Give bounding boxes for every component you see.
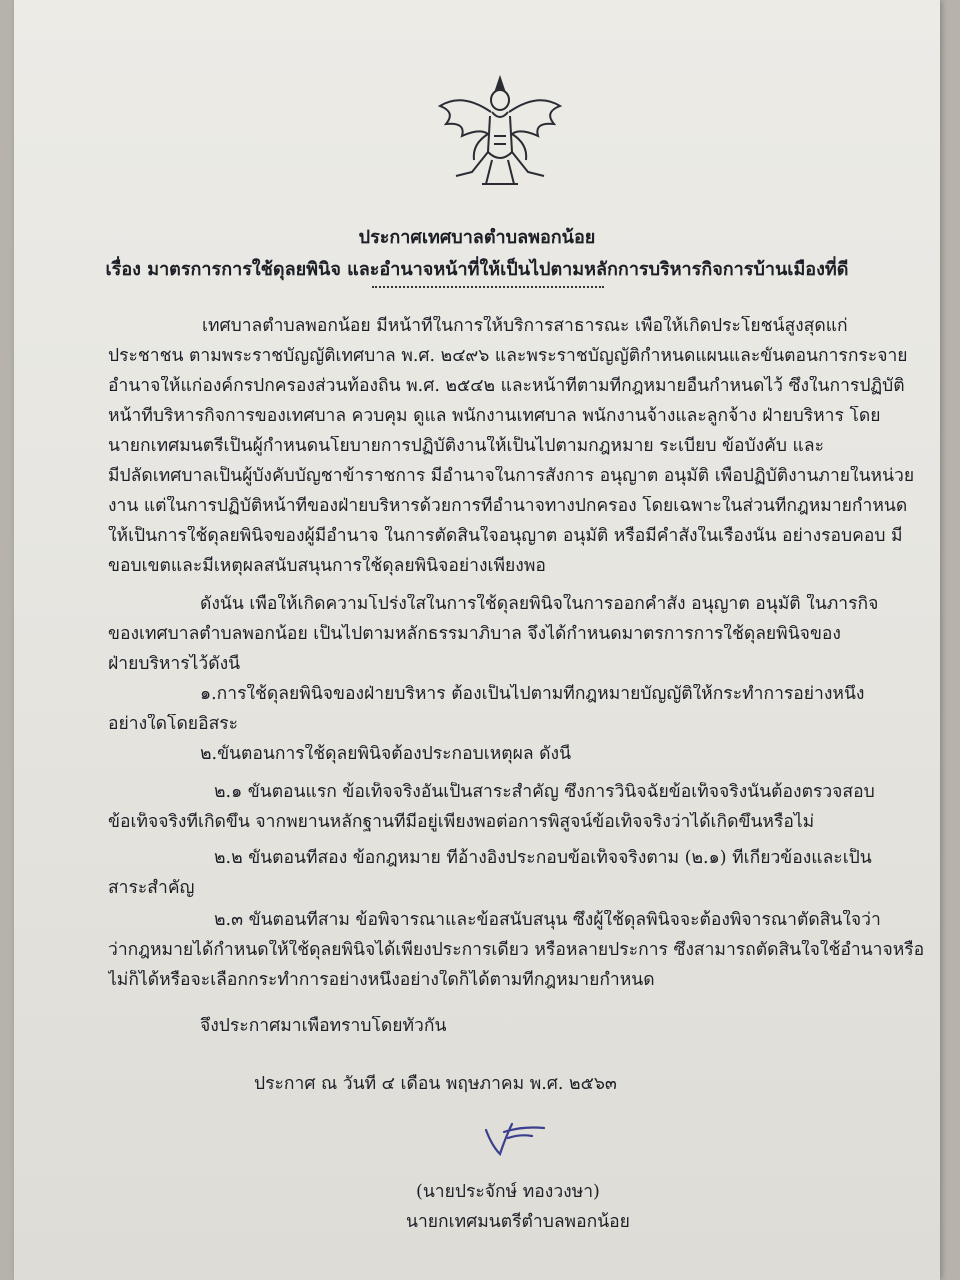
- closing-line: จึงประกาศมาเพื่อทราบโดยทั่วกัน: [200, 1016, 447, 1036]
- garuda-emblem-icon: [432, 72, 568, 192]
- measure-1-line: ๑.การใช้ดุลยพินิจของฝ่ายบริหาร ต้องเป็นไปตามที่กฎหมายบัญญัติให้กระทำการอย่างหนึ่ง: [200, 684, 865, 704]
- step-2-3-line: ๒.๓ ขั้นตอนที่สาม ข้อพิจารณาและข้อสนับสนุน ซึ่งผู้ใช้ดุลพินิจจะต้องพิจารณาตัดสินใจว่า: [214, 910, 881, 930]
- body-line: ให้เป็นการใช้ดุลยพินิจของผู้มีอำนาจ ในการตัดสินใจอนุญาต อนุมัติ หรือมีคำสั่งในเรื่องนั้น อย่างรอบคอบ มี: [108, 526, 903, 546]
- step-2-2-line: ๒.๒ ขั้นตอนที่สอง ข้อกฎหมาย ที่อ้างอิงประกอบข้อเท็จจริงตาม (๒.๑) ที่เกี่ยวข้องและเป็น: [214, 848, 872, 868]
- signature-mark: [482, 1116, 548, 1158]
- announcement-subject: เรื่อง มาตรการการใช้ดุลยพินิจ และอำนาจหน้าที่ให้เป็นไปตามหลักการบริหารกิจการบ้านเมืองที่ดี: [105, 259, 849, 280]
- document-page: [14, 0, 940, 1280]
- step-2-1-line: ข้อเท็จจริงที่เกิดขึ้น จากพยานหลักฐานที่มีอยู่เพียงพอต่อการพิสูจน์ข้อเท็จจริงว่าได้เกิดขึ้นหรือไม่: [108, 812, 815, 832]
- body-line: ฝ่ายบริหารไว้ดังนี้: [108, 654, 241, 674]
- signer-name: (นายประจักษ์ ทองวงษา): [416, 1182, 600, 1202]
- title-divider: [372, 286, 604, 288]
- step-2-1-line: ๒.๑ ขั้นตอนแรก ข้อเท็จจริงอันเป็นสาระสำคัญ ซึ่งการวินิจฉัยข้อเท็จจริงนั้นต้องตรวจสอบ: [214, 782, 875, 802]
- step-2-3-line: ไม่ก็ได้หรือจะเลือกกระทำการอย่างหนึ่งอย่างใดก็ได้ตามที่กฎหมายกำหนด: [108, 970, 655, 990]
- body-line: มีปลัดเทศบาลเป็นผู้บังคับบัญชาข้าราชการ มีอำนาจในการสั่งการ อนุญาต อนุมัติ เพื่อปฏิบัติงานภายในหน่วย: [108, 466, 915, 486]
- step-2-2-line: สาระสำคัญ: [108, 878, 195, 898]
- body-line: ขอบเขตและมีเหตุผลสนับสนุนการใช้ดุลยพินิจอย่างเพียงพอ: [108, 556, 546, 576]
- measure-2-heading: ๒.ขั้นตอนการใช้ดุลยพินิจต้องประกอบเหตุผล ดังนี้: [200, 744, 572, 764]
- step-2-3-line: ว่ากฎหมายได้กำหนดให้ใช้ดุลยพินิจได้เพียงประการเดียว หรือหลายประการ ซึ่งสามารถตัดสินใจใช้อำนาจหรือ: [108, 940, 925, 960]
- body-line: ประชาชน ตามพระราชบัญญัติเทศบาล พ.ศ. ๒๔๙๖ และพระราชบัญญัติกำหนดแผนและขั้นตอนการกระจาย: [108, 346, 908, 366]
- body-line: หน้าที่บริหารกิจการของเทศบาล ควบคุม ดูแล พนักงานเทศบาล พนักงานจ้างและลูกจ้าง ฝ่ายบริหาร โดย: [108, 406, 881, 426]
- body-line: งาน แต่ในการปฏิบัติหน้าที่ของฝ่ายบริหารด้วยการที่อำนาจทางปกครอง โดยเฉพาะในส่วนที่กฎหมายกำหนด: [108, 496, 908, 516]
- body-line: เทศบาลตำบลพอกน้อย มีหน้าที่ในการให้บริการสาธารณะ เพื่อให้เกิดประโยชน์สูงสุดแก่: [202, 316, 848, 336]
- measure-1-line: อย่างใดโดยอิสระ: [108, 714, 239, 734]
- body-line: อำนาจให้แก่องค์กรปกครองส่วนท้องถิ่น พ.ศ. ๒๕๔๒ และหน้าที่ตามที่กฎหมายอื่นกำหนดไว้ ซึ่งในการปฏิบัติ: [108, 376, 905, 396]
- body-line: นายกเทศมนตรีเป็นผู้กำหนดนโยบายการปฏิบัติงานให้เป็นไปตามกฎหมาย ระเบียบ ข้อบังคับ และ: [108, 436, 824, 456]
- signer-position: นายกเทศมนตรีตำบลพอกน้อย: [406, 1212, 630, 1232]
- announcement-date: ประกาศ ณ วันที่ ๔ เดือน พฤษภาคม พ.ศ. ๒๕๖๓: [254, 1074, 617, 1094]
- body-line: ดังนั้น เพื่อให้เกิดความโปร่งใสในการใช้ดุลยพินิจในการออกคำสั่ง อนุญาต อนุมัติ ในภารกิจ: [200, 594, 879, 614]
- announcement-title: ประกาศเทศบาลตำบลพอกน้อย: [358, 227, 596, 248]
- body-line: ของเทศบาลตำบลพอกน้อย เป็นไปตามหลักธรรมาภิบาล จึงได้กำหนดมาตรการการใช้ดุลยพินิจของ: [108, 624, 841, 644]
